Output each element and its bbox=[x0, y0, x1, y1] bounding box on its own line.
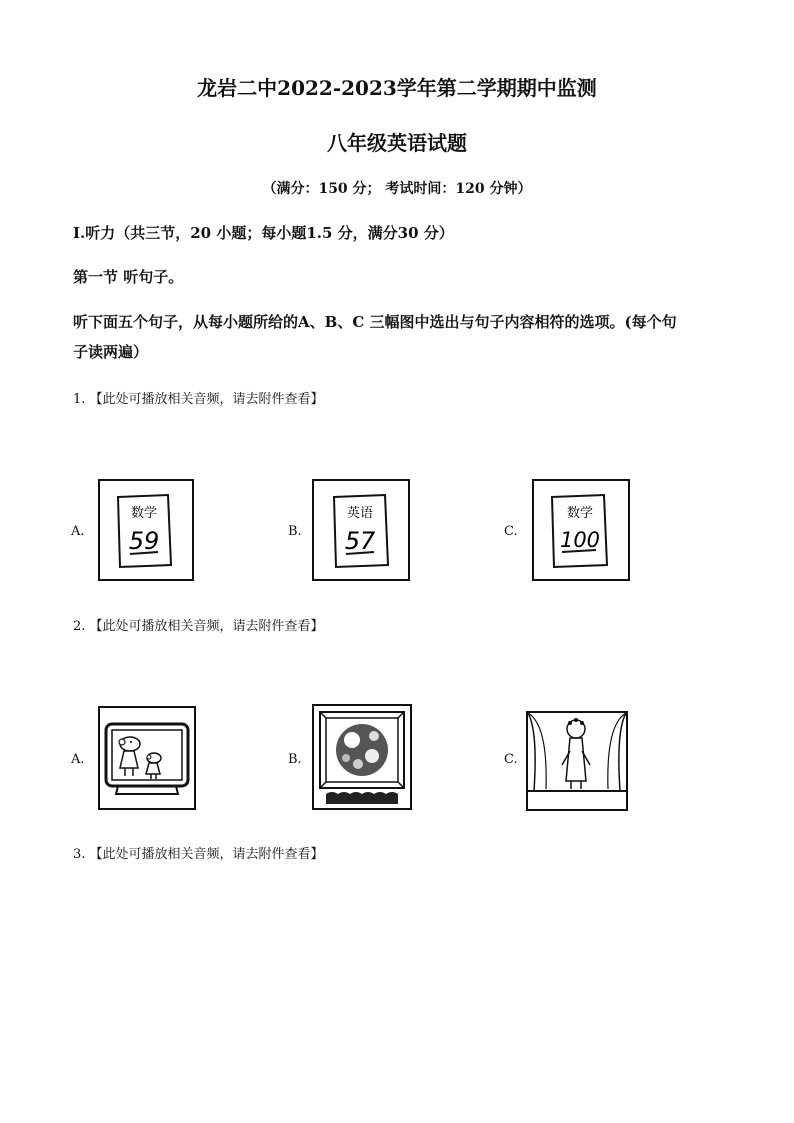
q2-option-a-label[interactable]: A. bbox=[71, 752, 85, 767]
cinema-screen-icon[interactable] bbox=[312, 704, 412, 814]
page-subtitle: 八年级英语试题 bbox=[327, 131, 467, 155]
score-info: （满分：150 分； 考试时间：120 分钟） bbox=[262, 181, 532, 197]
question-2-text: 2. 【此处可播放相关音频，请去附件查看】 bbox=[73, 619, 324, 634]
q1a-subject: 数学 bbox=[130, 506, 158, 521]
section-heading: I.听力（共三节，20 小题；每小题1.5 分，满分30 分） bbox=[73, 224, 454, 242]
math-paper-59-icon[interactable] bbox=[98, 479, 194, 585]
question-3-text: 3. 【此处可播放相关音频，请去附件查看】 bbox=[73, 847, 324, 862]
q1c-score: 100 bbox=[559, 528, 601, 552]
q1-option-c-label[interactable]: C. bbox=[504, 524, 518, 539]
instructions-line-2: 子读两遍） bbox=[73, 343, 149, 361]
q1c-subject: 数学 bbox=[566, 506, 594, 521]
cartoon-tv-icon[interactable] bbox=[98, 706, 196, 814]
opera-stage-icon[interactable] bbox=[526, 711, 628, 815]
english-paper-57-icon[interactable] bbox=[312, 479, 410, 585]
q2-option-b-label[interactable]: B. bbox=[288, 752, 302, 767]
q1-option-b-label[interactable]: B. bbox=[288, 524, 302, 539]
q1a-score: 59 bbox=[128, 527, 160, 555]
q1-option-a-label[interactable]: A. bbox=[71, 524, 85, 539]
part-heading: 第一节 听句子。 bbox=[73, 268, 184, 286]
q2-option-c-label[interactable]: C. bbox=[504, 752, 518, 767]
q1b-subject: 英语 bbox=[346, 506, 374, 521]
question-1-text: 1. 【此处可播放相关音频，请去附件查看】 bbox=[73, 392, 324, 407]
page-title: 龙岩二中2022-2023学年第二学期期中监测 bbox=[197, 76, 597, 100]
math-paper-100-icon[interactable] bbox=[532, 479, 630, 585]
q1b-score: 57 bbox=[344, 527, 376, 555]
instructions-line-1: 听下面五个句子，从每小题所给的A、B、C 三幅图中选出与句子内容相符的选项。(每个句 bbox=[73, 313, 677, 331]
